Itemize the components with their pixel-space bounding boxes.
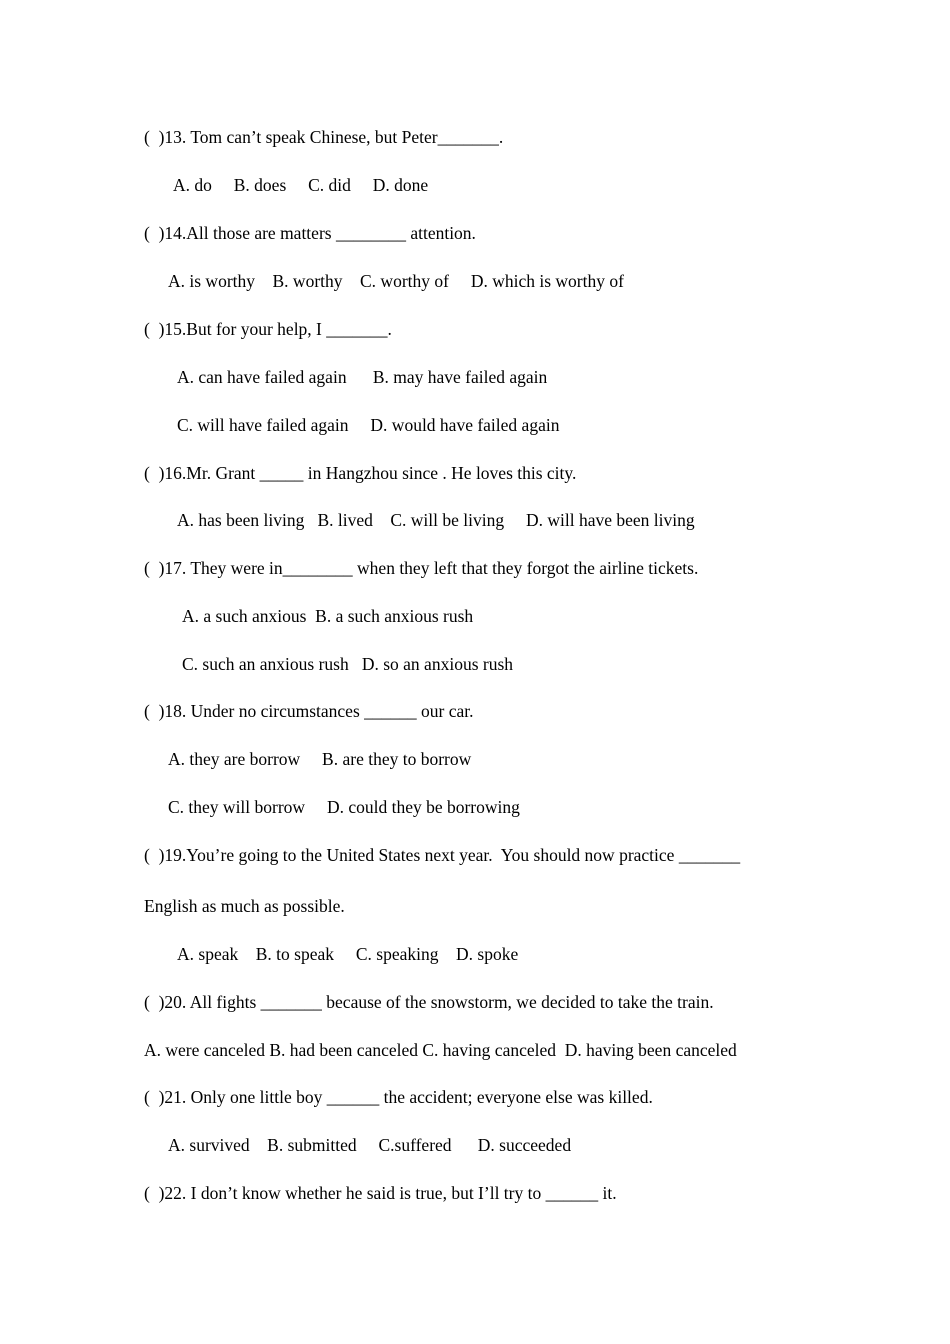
question-19-options: A. speak B. to speak C. speaking D. spoke [177,944,519,964]
question-20-options: A. were canceled B. had been canceled C. having canceled D. having been canceled [144,1040,737,1060]
question-18-options-ab: A. they are borrow B. are they to borrow [168,749,472,769]
question-17-options-cd: C. such an anxious rush D. so an anxious rush [182,654,514,674]
question-13: ( )13. Tom can’t speak Chinese, but Peter_______. [144,127,504,147]
question-20: ( )20. All fights _______ because of the snowstorm, we decided to take the train. [144,992,714,1012]
question-15-options-cd: C. will have failed again D. would have failed again [177,415,560,435]
question-17-options-ab: A. a such anxious B. a such anxious rush [182,606,474,626]
question-17: ( )17. They were in________ when they left that they forgot the airline tickets. [144,558,699,578]
question-21: ( )21. Only one little boy ______ the accident; everyone else was killed. [144,1087,653,1107]
question-18-options-cd: C. they will borrow D. could they be borrowing [168,797,520,817]
question-14: ( )14.All those are matters ________ attention. [144,223,476,243]
question-14-options: A. is worthy B. worthy C. worthy of D. which is worthy of [168,271,624,291]
question-19: ( )19.You’re going to the United States next year. You should now practice _______ [144,845,741,865]
question-13-options: A. do B. does C. did D. done [173,175,429,195]
question-16: ( )16.Mr. Grant _____ in Hangzhou since . He loves this city. [144,463,577,483]
question-16-options: A. has been living B. lived C. will be living D. will have been living [177,510,695,530]
question-15: ( )15.But for your help, I _______. [144,319,392,339]
question-19-continued: English as much as possible. [144,896,345,916]
question-21-options: A. survived B. submitted C.suffered D. succeeded [168,1135,572,1155]
question-22: ( )22. I don’t know whether he said is true, but I’ll try to ______ it. [144,1183,617,1203]
question-15-options-ab: A. can have failed again B. may have failed again [177,367,548,387]
question-18: ( )18. Under no circumstances ______ our car. [144,701,474,721]
